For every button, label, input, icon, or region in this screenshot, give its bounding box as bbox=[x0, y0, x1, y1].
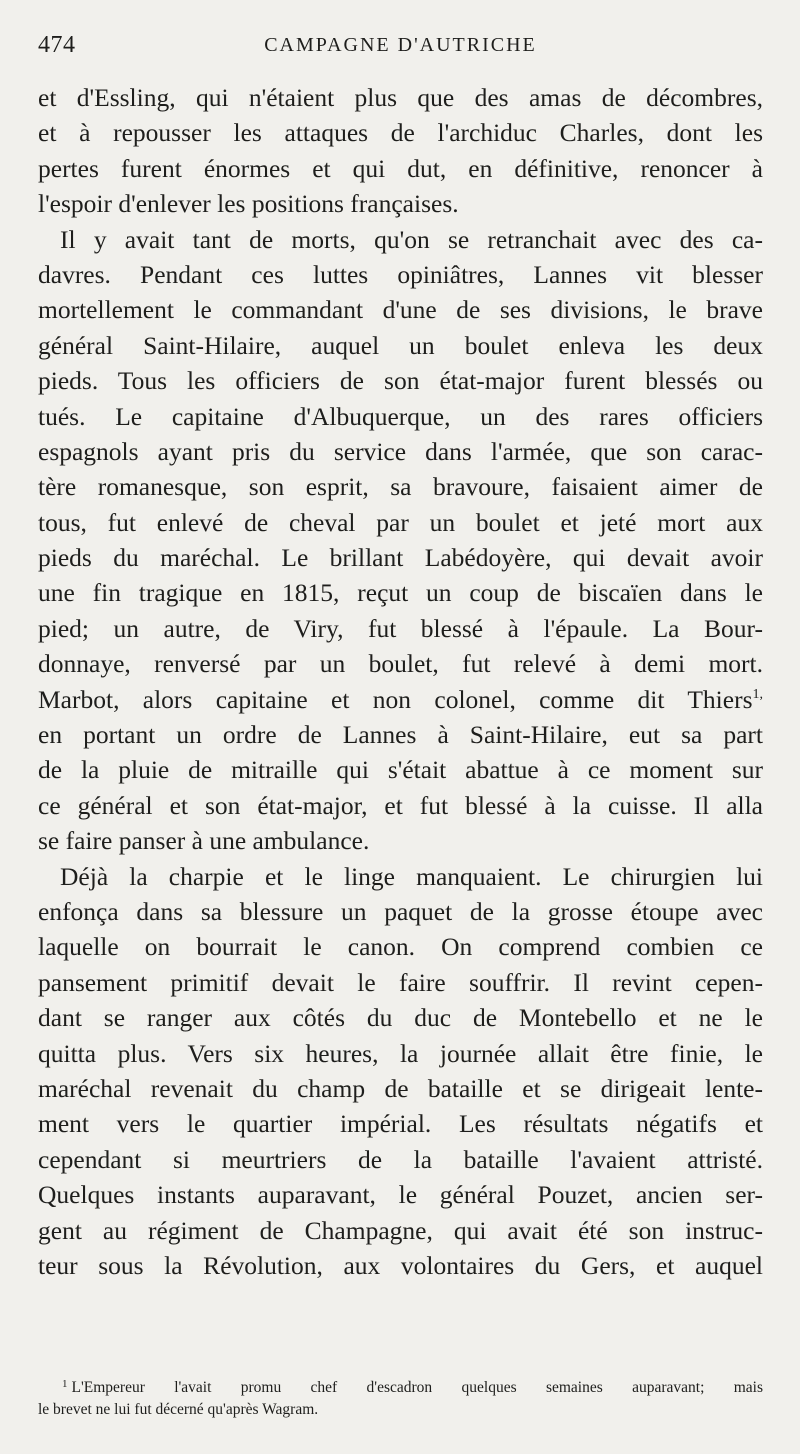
text-line: mortellement le commandant d'une de ses divisions, le brave bbox=[38, 295, 763, 325]
footnote-line bbox=[38, 1377, 763, 1399]
text-line: ce général et son état-major, et fut blessé à la cuisse. Il alla bbox=[38, 790, 763, 820]
paragraph-start-line: Déjà la charpie et le linge manquaient. Le chirurgien lui bbox=[60, 861, 763, 891]
footnote-reference: 1, bbox=[752, 686, 763, 702]
text-line: l'espoir d'enlever les positions françaises. bbox=[38, 189, 459, 219]
text-line: quitta plus. Vers six heures, la journée allait être finie, le bbox=[38, 1038, 763, 1068]
text-line: pieds. Tous les officiers de son état-major furent blessés ou bbox=[38, 366, 763, 396]
text-line: enfonça dans sa blessure un paquet de la grosse étoupe avec bbox=[38, 896, 763, 926]
footnote-mark: 1 bbox=[62, 1378, 68, 1390]
text-line: gent au régiment de Champagne, qui avait été son instruc- bbox=[38, 1215, 763, 1245]
text-line: et à repousser les attaques de l'archiduc Charles, dont les bbox=[38, 118, 763, 148]
text-line: se faire panser à une ambulance. bbox=[38, 826, 370, 856]
text-line-content: Marbot, alors capitaine et non colonel, comme dit Thiers bbox=[38, 684, 753, 714]
footnote-text: L'Empereur l'avait promu chef d'escadron quelques semaines auparavant; mais bbox=[71, 1379, 763, 1396]
text-line: général Saint-Hilaire, auquel un boulet enleva les deux bbox=[38, 330, 763, 360]
page-number: 474 bbox=[38, 32, 76, 58]
text-line: pied; un autre, de Viry, fut blessé à l'épaule. La Bour- bbox=[38, 613, 763, 643]
text-line: pieds du maréchal. Le brillant Labédoyère, qui devait avoir bbox=[38, 543, 763, 573]
text-line: donnaye, renversé par un boulet, fut relevé à demi mort. bbox=[38, 649, 763, 679]
paragraph-start-line: Il y avait tant de morts, qu'on se retranchait avec des ca- bbox=[60, 224, 763, 254]
text-line: en portant un ordre de Lannes à Saint-Hilaire, eut sa part bbox=[38, 720, 763, 750]
text-line: cependant si meurtriers de la bataille l'avaient attristé. bbox=[38, 1144, 763, 1174]
text-line: ment vers le quartier impérial. Les résultats négatifs et bbox=[38, 1109, 763, 1139]
text-line: espagnols ayant pris du service dans l'armée, que son carac- bbox=[38, 436, 763, 466]
text-line: davres. Pendant ces luttes opiniâtres, Lannes vit blesser bbox=[38, 259, 763, 289]
text-line: dant se ranger aux côtés du duc de Montebello et ne le bbox=[38, 1003, 763, 1033]
text-line: pansement primitif devait le faire souffrir. Il revint cepen- bbox=[38, 967, 763, 997]
footnote-line: le brevet ne lui fut décerné qu'après Wagram. bbox=[38, 1401, 319, 1418]
running-head bbox=[38, 32, 763, 62]
text-line: Quelques instants auparavant, le général Pouzet, ancien ser- bbox=[38, 1180, 763, 1210]
body-text bbox=[38, 80, 763, 1283]
text-line: et d'Essling, qui n'étaient plus que des amas de décombres, bbox=[38, 83, 763, 112]
text-line: pertes furent énormes et qui dut, en définitive, renoncer à bbox=[38, 153, 763, 183]
text-line: teur sous la Révolution, aux volontaires du Gers, et auquel bbox=[38, 1250, 763, 1280]
footnote bbox=[38, 1377, 763, 1421]
text-line: tous, fut enlevé de cheval par un boulet et jeté mort aux bbox=[38, 507, 763, 537]
text-line-with-footnote-ref bbox=[38, 682, 763, 717]
running-title: CAMPAGNE D'AUTRICHE bbox=[264, 34, 537, 56]
text-line: tués. Le capitaine d'Albuquerque, un des rares officiers bbox=[38, 401, 763, 431]
text-line: de la pluie de mitraille qui s'était abattue à ce moment sur bbox=[38, 755, 763, 785]
text-line: une fin tragique en 1815, reçut un coup de biscaïen dans le bbox=[38, 578, 763, 608]
text-line: tère romanesque, son esprit, sa bravoure, faisaient aimer de bbox=[38, 472, 763, 502]
text-line: maréchal revenait du champ de bataille et se dirigeait lente- bbox=[38, 1073, 763, 1103]
text-line: laquelle on bourrait le canon. On comprend combien ce bbox=[38, 932, 763, 962]
